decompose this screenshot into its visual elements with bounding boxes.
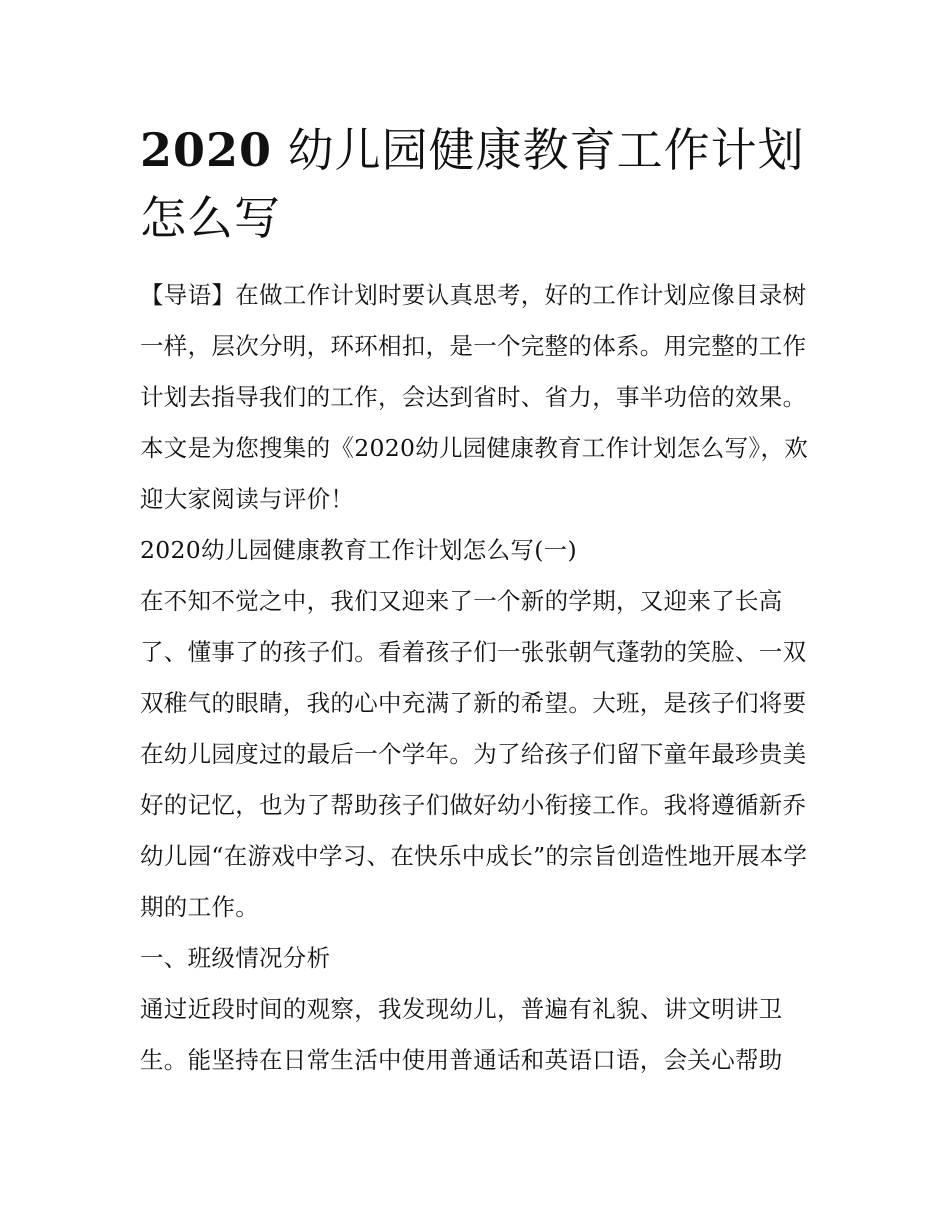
title-text: 幼儿园健康教育工作计划怎么写 [140, 123, 805, 245]
title-year: 2020 [140, 123, 273, 177]
body-paragraph-2: 通过近段时间的观察，我发现幼儿，普遍有礼貌、讲文明讲卫生。能坚持在日常生活中使用普通话和英语口语，会关心帮助 [140, 995, 783, 1074]
document-title [140, 116, 812, 252]
heading-class-analysis: 一、班级情况分析 [140, 944, 331, 972]
document-body [140, 116, 812, 1086]
intro-paragraph: 【导语】在做工作计划时要认真思考，好的工作计划应像目录树一样，层次分明，环环相扣，是一个完整的体系。用完整的工作计划去指导我们的工作，会达到省时、省力，事半功倍的效果。本文是为您搜集的《2020幼儿园健康教育工作计划怎么写》，欢迎大家阅读与评价！ [140, 281, 809, 513]
body-paragraph-1: 在不知不觉之中，我们又迎来了一个新的学期，又迎来了长高了、懂事了的孩子们。看着孩子们一张张朝气蓬勃的笑脸、一双双稚气的眼睛，我的心中充满了新的希望。大班，是孩子们将要在幼儿园度过的最后一个学年。为了给孩子们留下童年最珍贵美好的记忆，也为了帮助孩子们做好幼小衔接工作。我将遵循新乔幼儿园“在游戏中学习、在快乐中成长”的宗旨创造性地开展本学期的工作。 [140, 587, 808, 921]
section-title: 2020幼儿园健康教育工作计划怎么写(一) [140, 536, 577, 564]
